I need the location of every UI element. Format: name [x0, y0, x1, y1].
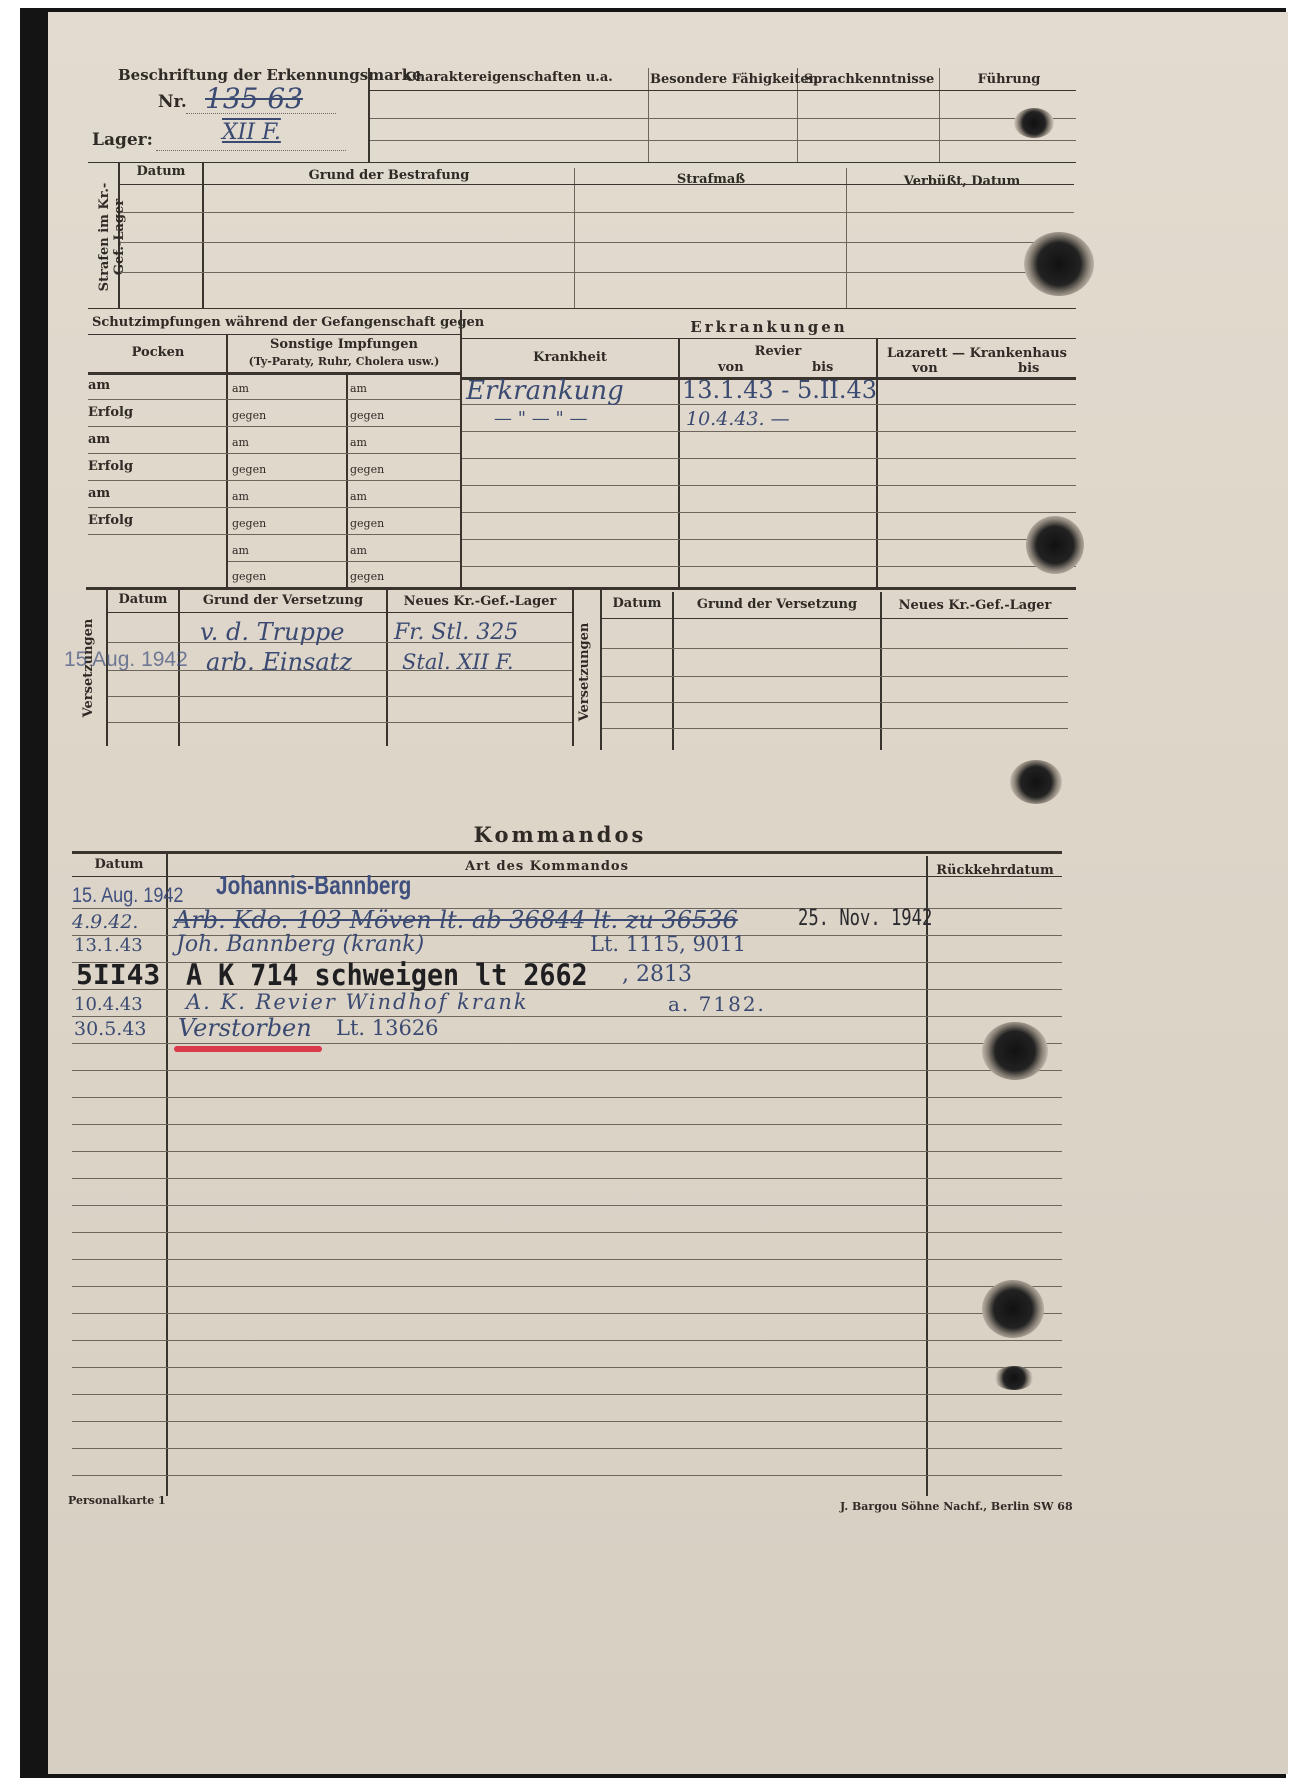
komm-row-extra: Lt. 13626: [336, 1016, 439, 1040]
impf-left-row: am: [88, 378, 111, 393]
erk-col-lazarett-bis: bis: [1018, 361, 1040, 376]
col-sprachen: Sprachkenntnisse: [803, 72, 935, 87]
punch-hole: [1010, 760, 1062, 804]
strafen-col-datum: Datum: [136, 164, 186, 179]
impf-mid-row: am: [232, 436, 249, 449]
komm-ruled-line: [72, 1475, 1062, 1476]
impf-mid-row: am: [350, 436, 367, 449]
komm-ruled-line: [72, 1394, 1062, 1395]
vers-entry-grund: arb. Einsatz: [206, 648, 352, 676]
vers-col-datum: Datum: [118, 592, 168, 607]
komm-ruled-line: [72, 1124, 1062, 1125]
beschriftung-label: Beschriftung der Erkennungsmarke: [118, 66, 422, 84]
impf-col-sonstige: Sonstige Impfungen: [270, 337, 418, 352]
komm-ruled-line: [72, 1232, 1062, 1233]
impf-mid-row: gegen: [232, 517, 267, 530]
impf-col-pocken: Pocken: [131, 345, 185, 360]
impf-mid-row: am: [232, 382, 249, 395]
footer-left: Personalkarte 1: [68, 1494, 166, 1507]
komm-ruled-line: [72, 1340, 1062, 1341]
versetzungen-side-label: Versetzungen: [81, 618, 96, 718]
komm-row-datum: 4.9.42.: [72, 911, 139, 933]
komm-row-art: Arb. Kdo. 103 Möven lt. ab 36844 lt. zu 36536: [174, 906, 738, 934]
punch-hole: [982, 1280, 1044, 1338]
vers-col-lager-right: Neues Kr.-Gef.-Lager: [898, 598, 1052, 613]
komm-row-art: Johannis-Bannberg: [216, 870, 412, 900]
strafen-col-verbuesst: Verbüßt, Datum: [903, 174, 1021, 189]
komm-ruled-line: [72, 1448, 1062, 1449]
impf-left-row: Erfolg: [88, 513, 134, 528]
strafen-col-strafmass: Strafmaß: [676, 172, 746, 187]
komm-col-datum: Datum: [94, 857, 144, 872]
impf-mid-row: gegen: [232, 570, 267, 583]
impf-mid-row: gegen: [350, 463, 385, 476]
erk-col-lazarett: Lazarett — Krankenhaus: [887, 346, 1067, 361]
komm-ruled-line: [72, 1421, 1062, 1422]
komm-row-extra: a. 7182.: [668, 992, 766, 1016]
vers-entry-lager: Stal. XII F.: [402, 650, 514, 674]
strafen-col-grund: Grund der Bestrafung: [308, 168, 470, 183]
red-underline: [174, 1046, 322, 1052]
punch-hole: [1014, 108, 1054, 138]
komm-ruled-line: [72, 1259, 1062, 1260]
komm-ruled-line: [72, 1178, 1062, 1179]
komm-row-art: A. K. Revier Windhof krank: [186, 990, 529, 1014]
komm-row-extra: , 2813: [622, 962, 692, 987]
lager-value: XII F.: [222, 120, 281, 145]
komm-row-datum: 30.5.43: [74, 1018, 147, 1040]
komm-col-rueckkehr: Rückkehrdatum: [936, 863, 1054, 878]
impf-mid-row: gegen: [232, 409, 267, 422]
komm-row-datum: 5II43: [76, 958, 161, 991]
erkrankungen-title: Erkrankungen: [690, 318, 848, 336]
vers-entry-lager: Fr. Stl. 325: [394, 620, 519, 645]
erk-col-lazarett-von: von: [912, 361, 938, 376]
impf-left-row: Erfolg: [88, 459, 134, 474]
vers-col-lager: Neues Kr.-Gef.-Lager: [403, 594, 557, 609]
komm-row-extra: Lt. 1115, 9011: [590, 932, 746, 956]
erk-entry-krankheit: — " — " —: [494, 408, 588, 429]
erk-entry-krankheit: Erkrankung: [466, 376, 624, 406]
komm-row-datum: 10.4.43: [74, 994, 143, 1015]
erk-col-krankheit: Krankheit: [533, 350, 607, 365]
komm-row-art: Verstorben: [178, 1014, 312, 1042]
impf-left-row: Erfolg: [88, 405, 134, 420]
komm-ruled-line: [72, 1313, 1062, 1314]
nr-label: Nr.: [158, 92, 187, 112]
lager-label: Lager:: [92, 130, 153, 150]
impf-mid-row: am: [232, 490, 249, 503]
erk-entry-revier: 13.1.43 - 5.II.43: [682, 376, 877, 404]
col-fuehrung: Führung: [977, 72, 1041, 87]
komm-row-art: A K 714 schweigen lt 2662: [186, 958, 588, 992]
komm-ruled-line: [72, 1205, 1062, 1206]
nr-value: 135 63: [205, 82, 303, 115]
vers-col-grund-right: Grund der Versetzung: [696, 597, 858, 612]
komm-row-datum: 15. Aug. 1942: [72, 884, 184, 907]
vers-col-datum-right: Datum: [612, 596, 662, 611]
impf-mid-row: gegen: [350, 570, 385, 583]
komm-ruled-line: [72, 1367, 1062, 1368]
vers-date-stamp: 15 Aug. 1942: [64, 648, 188, 671]
impf-mid-row: gegen: [350, 409, 385, 422]
punch-hole: [1026, 516, 1084, 574]
impf-mid-row: am: [350, 490, 367, 503]
erk-col-bis: bis: [812, 360, 834, 375]
footer-right: J. Bargou Söhne Nachf., Berlin SW 68: [840, 1500, 1073, 1513]
versetzungen-side-label-right: Versetzungen: [577, 622, 592, 722]
impf-left-row: am: [88, 432, 111, 447]
strafen-side-label: Strafen im Kr.-Gef.-Lager: [97, 182, 127, 292]
erk-entry-revier: 10.4.43. —: [686, 408, 790, 430]
impf-mid-row: am: [350, 544, 367, 557]
komm-ruled-line: [72, 1151, 1062, 1152]
komm-row-art: Joh. Bannberg (krank): [176, 932, 425, 957]
komm-ruled-line: [72, 1070, 1062, 1071]
kommandos-title: Kommandos: [473, 822, 647, 847]
impf-mid-row: gegen: [232, 463, 267, 476]
komm-col-art: Art des Kommandos: [465, 859, 629, 874]
col-charakter: Charaktereigenschaften u.a.: [405, 70, 613, 85]
punch-hole: [994, 1366, 1034, 1390]
komm-ruled-line: [72, 1043, 1062, 1044]
impf-mid-row: gegen: [350, 517, 385, 530]
vers-col-grund: Grund der Versetzung: [202, 593, 364, 608]
vers-entry-grund: v. d. Truppe: [200, 618, 345, 646]
impfungen-title: Schutzimpfungen während der Gefangenschaft gegen: [92, 315, 485, 330]
komm-row-datum: 13.1.43: [74, 935, 143, 956]
punch-hole: [1024, 232, 1094, 296]
punch-hole: [982, 1022, 1048, 1080]
impf-mid-row: am: [350, 382, 367, 395]
komm-row-rueckkehr: 25. Nov. 1942: [798, 906, 933, 931]
impf-left-row: am: [88, 486, 111, 501]
komm-ruled-line: [72, 1097, 1062, 1098]
komm-ruled-line: [72, 1286, 1062, 1287]
erk-col-von: von: [718, 360, 744, 375]
erk-col-revier: Revier: [754, 344, 802, 359]
impf-col-sonstige-sub: (Ty-Paraty, Ruhr, Cholera usw.): [248, 355, 440, 368]
col-faehigkeiten: Besondere Fähigkeiten: [650, 72, 819, 87]
impf-mid-row: am: [232, 544, 249, 557]
